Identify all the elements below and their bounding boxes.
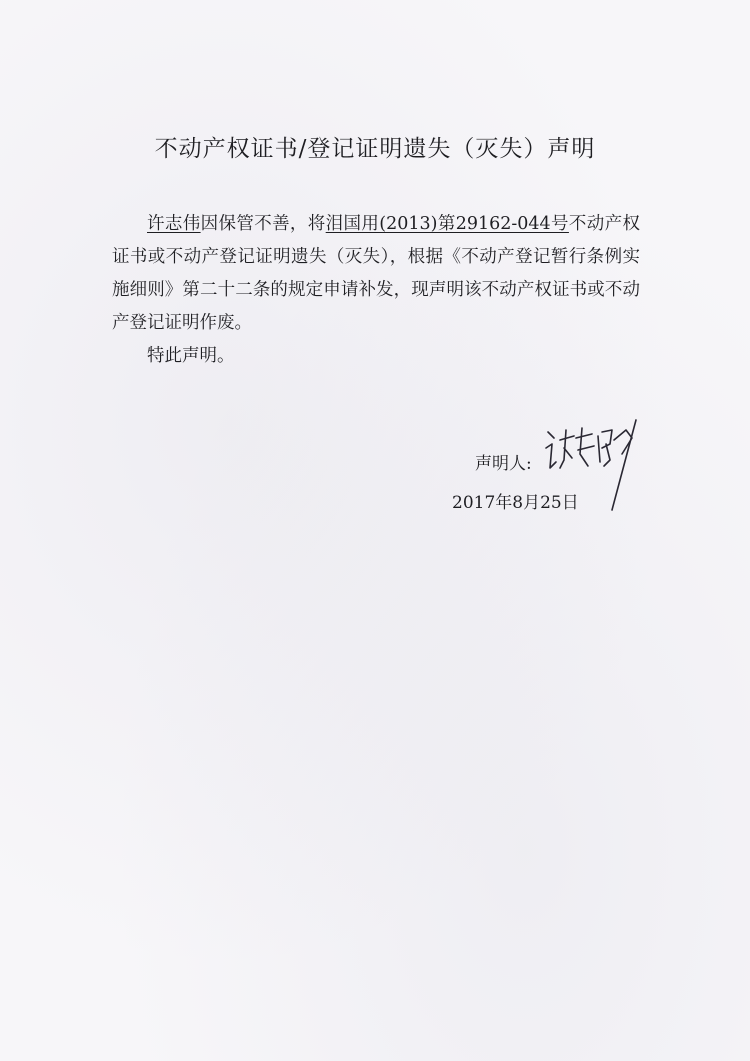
declarant-name: 许志伟 [147, 214, 201, 234]
declarant-label: 声明人: [475, 454, 532, 474]
statement-date: 2017年8月25日 [452, 493, 579, 513]
statement-text-b: 不动产权证书或不动产登记证明遗失（灭失），根据《不动产登记暂行条例实施细则》第二十二条的规定申请补发，现声明该不动产权证书或不动产登记证明作废。 [112, 214, 641, 333]
closing-line: 特此声明。 [147, 346, 235, 366]
certificate-number: 泪国用(2013)第29162-044号 [325, 214, 569, 234]
statement-body [112, 208, 640, 373]
document-title: 不动产权证书/登记证明遗失（灭失）声明 [154, 136, 596, 162]
statement-text-a: 因保管不善，将 [200, 214, 326, 234]
statement-paragraph [112, 208, 640, 340]
